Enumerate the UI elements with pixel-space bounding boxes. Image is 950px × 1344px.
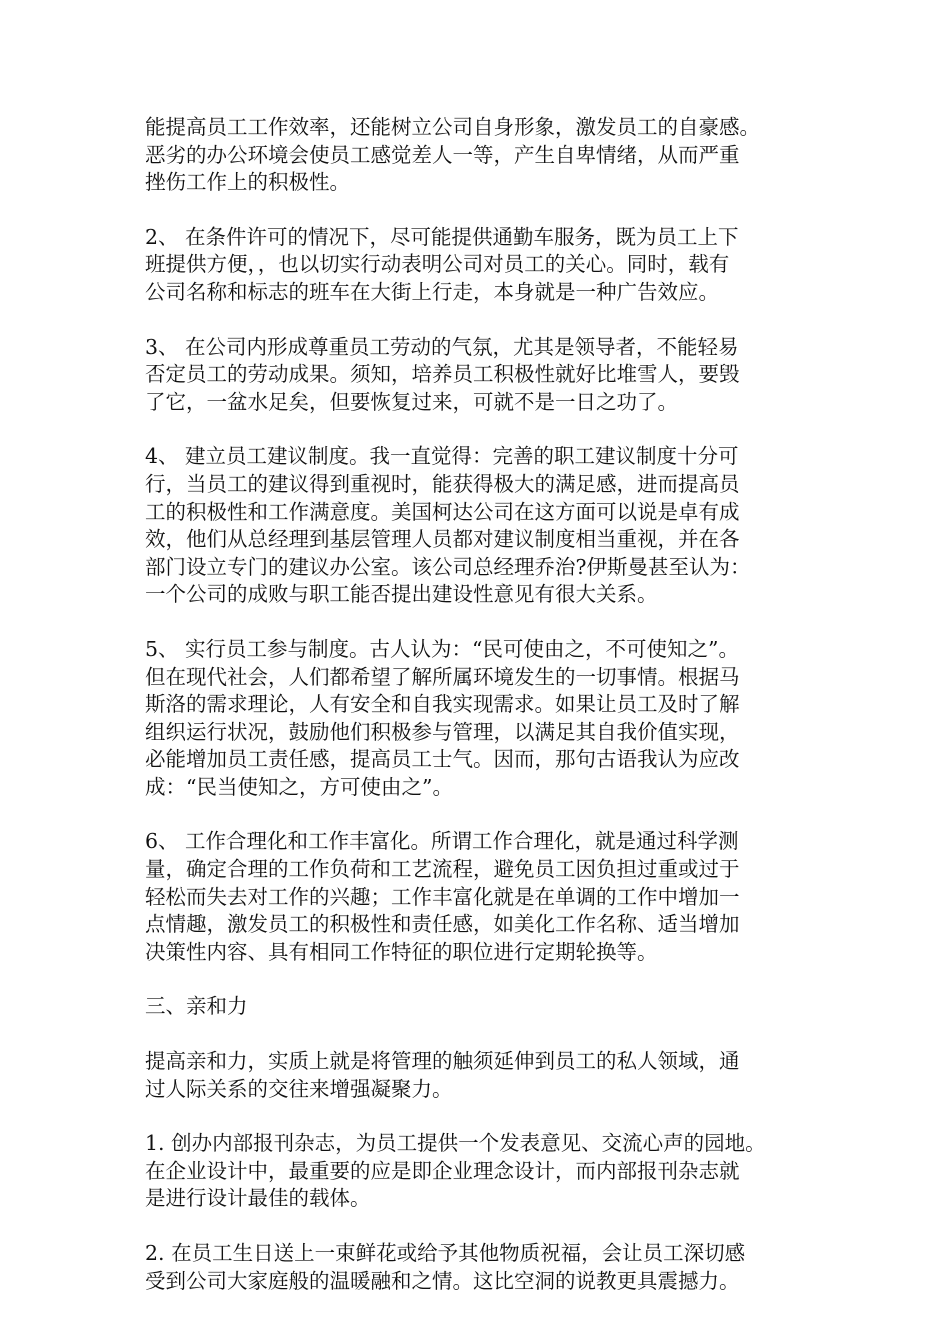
text-line: 工的积极性和工作满意度。美国柯达公司在这方面可以说是卓有成 (145, 499, 740, 524)
text-line: 能提高员工工作效率，还能树立公司自身形象，激发员工的自豪感。 (145, 115, 760, 139)
text-line: 点情趣，激发员工的积极性和责任感，如美化工作名称、适当增加 (145, 912, 740, 937)
text-line: 决策性内容、具有相同工作特征的职位进行定期轮换等。 (145, 939, 658, 964)
paragraph (145, 828, 817, 966)
document-page (145, 114, 817, 1322)
text-line: 在企业设计中，最重要的应是即企业理念设计，而内部报刊杂志就 (145, 1158, 740, 1183)
text-line: 班提供方便，，也以切实行动表明公司对员工的关心。同时，载有 (145, 252, 730, 277)
text-line: 2. 在员工生日送上一束鲜花或给予其他物质祝福，会让员工深切感 (145, 1241, 746, 1265)
text-line: 部门设立专门的建议办公室。该公司总经理乔治?伊斯曼甚至认为： (145, 554, 751, 579)
text-line: 提高亲和力，实质上就是将管理的触须延伸到员工的私人领域，通 (145, 1049, 740, 1074)
text-line: 挫伤工作上的积极性。 (145, 170, 350, 195)
text-line: 一个公司的成败与职工能否提出建设性意见有很大关系。 (145, 582, 658, 607)
text-line: 了它，一盆水足矣，但要恢复过来，可就不是一日之功了。 (145, 389, 678, 414)
text-line: 2、 在条件许可的情况下，尽可能提供通勤车服务，既为员工上下 (145, 224, 739, 249)
text-line: 但在现代社会，人们都希望了解所属环境发生的一切事情。根据马 (145, 664, 740, 689)
text-line: 三、亲和力 (145, 994, 248, 1019)
paragraph (145, 636, 817, 802)
paragraph (145, 993, 817, 1021)
text-line: 行，当员工的建议得到重视时，能获得极大的满足感，进而提高员 (145, 471, 740, 496)
paragraph (145, 224, 817, 307)
text-line: 1. 创办内部报刊杂志，为员工提供一个发表意见、交流心声的园地。 (145, 1131, 766, 1156)
text-line: 组织运行状况，鼓励他们积极参与管理，以满足其自我价值实现， (145, 719, 740, 744)
paragraph (145, 114, 817, 197)
text-line: 公司名称和标志的班车在大街上行走，本身就是一种广告效应。 (145, 279, 719, 304)
text-line: 6、 工作合理化和工作丰富化。所谓工作合理化，就是通过科学测 (145, 829, 739, 854)
paragraph (145, 1048, 817, 1103)
text-line: 斯洛的需求理论，人有安全和自我实现需求。如果让员工及时了解 (145, 692, 740, 717)
paragraph (145, 1240, 817, 1295)
text-line: 4、 建立员工建议制度。我一直觉得：完善的职工建议制度十分可 (145, 444, 739, 469)
text-line: 量，确定合理的工作负荷和工艺流程，避免员工因负担过重或过于 (145, 857, 740, 882)
text-line: 是进行设计最佳的载体。 (145, 1186, 371, 1211)
text-line: 受到公司大家庭般的温暖融和之情。这比空洞的说教更具震撼力。 (145, 1268, 740, 1293)
text-line: 效，他们从总经理到基层管理人员都对建议制度相当重视，并在各 (145, 527, 740, 552)
text-line: 必能增加员工责任感，提高员工士气。因而，那句古语我认为应改 (145, 747, 740, 772)
text-line: 轻松而失去对工作的兴趣；工作丰富化就是在单调的工作中增加一 (145, 884, 740, 909)
text-line: 3、 在公司内形成尊重员工劳动的气氛，尤其是领导者，不能轻易 (145, 334, 739, 359)
text-line: 否定员工的劳动成果。须知，培养员工积极性就好比堆雪人，要毁 (145, 362, 740, 387)
paragraph (145, 334, 817, 417)
paragraph (145, 443, 817, 609)
paragraph (145, 1130, 817, 1213)
text-line: 过人际关系的交往来增强凝聚力。 (145, 1076, 453, 1101)
text-line: 成：“民当使知之，方可使由之”。 (145, 774, 453, 799)
text-line: 恶劣的办公环境会使员工感觉差人一等，产生自卑情绪，从而严重 (145, 142, 740, 167)
text-line: 5、 实行员工参与制度。古人认为：“民可使由之，不可使知之”。 (145, 636, 740, 661)
